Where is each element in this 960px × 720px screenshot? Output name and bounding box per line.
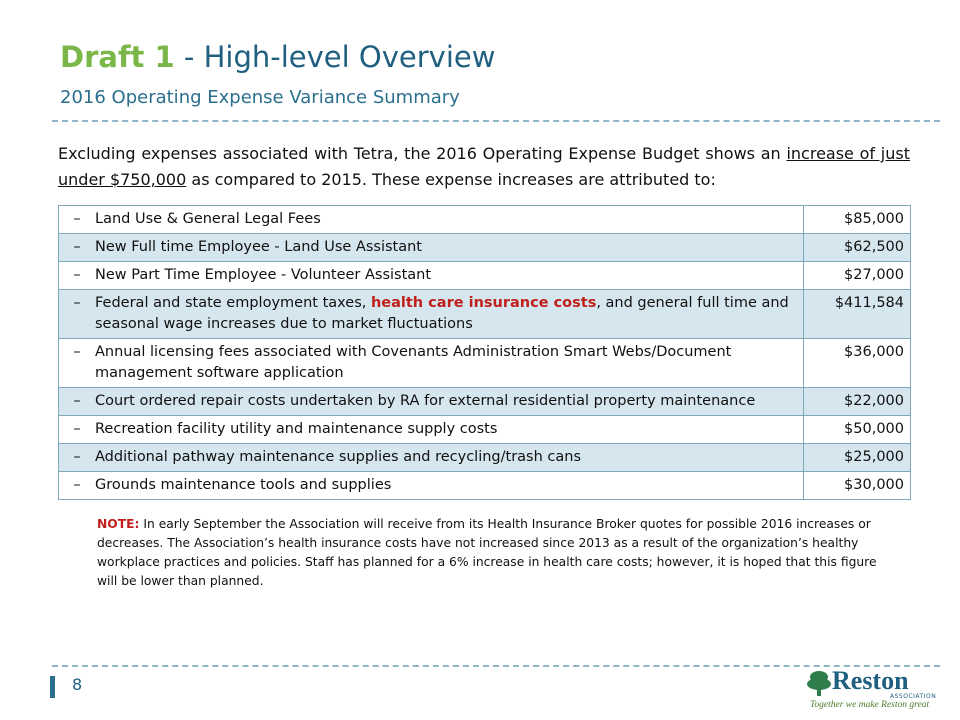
tree-icon: [804, 668, 834, 698]
row-text: Annual licensing fees associated with Covenants Administration Smart Webs/Document management software application: [95, 344, 732, 381]
row-amount: $36,000: [804, 339, 911, 388]
table-row: [59, 206, 911, 234]
row-dash: –: [59, 206, 90, 234]
row-dash: –: [59, 234, 90, 262]
row-amount: $85,000: [804, 206, 911, 234]
row-description: [89, 206, 804, 234]
note-paragraph: [97, 515, 877, 591]
intro-paragraph: [58, 141, 910, 193]
table-row: [59, 290, 911, 339]
row-dash: –: [59, 444, 90, 472]
row-description: [89, 262, 804, 290]
title-accent: Draft 1: [60, 40, 175, 74]
logo-sub: ASSOCIATION: [890, 693, 937, 700]
reston-logo: [804, 666, 937, 712]
table-row: [59, 472, 911, 500]
table-row: [59, 234, 911, 262]
row-amount: $25,000: [804, 444, 911, 472]
row-text-post: , and general full time and seasonal wage increases due to market fluctuations: [95, 295, 789, 332]
table-row: [59, 444, 911, 472]
row-amount: $50,000: [804, 416, 911, 444]
bottom-divider: [52, 665, 940, 667]
row-description: [89, 444, 804, 472]
row-dash: –: [59, 339, 90, 388]
row-description: [89, 290, 804, 339]
intro-underlined: increase of just under $750,000: [58, 144, 911, 189]
row-text: Court ordered repair costs undertaken by RA for external residential property maintenance: [95, 393, 756, 409]
note-label: NOTE:: [97, 517, 140, 531]
row-text: Additional pathway maintenance supplies and recycling/trash cans: [95, 449, 581, 465]
row-dash: –: [59, 388, 90, 416]
row-amount: $62,500: [804, 234, 911, 262]
logo-tagline: Together we make Reston great: [810, 700, 930, 710]
row-description: [89, 472, 804, 500]
table-row: [59, 262, 911, 290]
logo-name: Reston: [832, 666, 909, 695]
row-dash: –: [59, 262, 90, 290]
row-dash: –: [59, 472, 90, 500]
intro-text-2: as compared to 2015. These expense increases are attributed to:: [186, 170, 716, 189]
row-dash: –: [59, 416, 90, 444]
page-subtitle: 2016 Operating Expense Variance Summary: [60, 87, 460, 108]
row-description: [89, 234, 804, 262]
row-text: New Full time Employee - Land Use Assistant: [95, 239, 422, 255]
row-description: [89, 339, 804, 388]
row-text: New Part Time Employee - Volunteer Assistant: [95, 267, 432, 283]
table-row: [59, 388, 911, 416]
page-title: [60, 40, 495, 74]
table-row: [59, 339, 911, 388]
row-amount: $22,000: [804, 388, 911, 416]
row-text: Land Use & General Legal Fees: [95, 211, 321, 227]
row-amount: $30,000: [804, 472, 911, 500]
row-amount: $27,000: [804, 262, 911, 290]
row-amount: $411,584: [804, 290, 911, 339]
intro-text-1: Excluding expenses associated with Tetra, the 2016 Operating Expense Budget shows an: [58, 144, 787, 163]
page-number: 8: [72, 675, 83, 694]
table-row: [59, 416, 911, 444]
row-text: Grounds maintenance tools and supplies: [95, 477, 392, 493]
row-description: [89, 416, 804, 444]
top-divider: [52, 120, 940, 122]
title-rest: - High-level Overview: [174, 40, 496, 74]
expense-table: [58, 205, 911, 500]
row-highlight: health care insurance costs: [370, 295, 597, 311]
row-dash: –: [59, 290, 90, 339]
row-description: [89, 388, 804, 416]
note-text: In early September the Association will receive from its Health Insurance Broker quotes for possible 2016 increases or decreases. The Association’s health insurance costs have not increased since 2013 as a result of the organization’s healthy workplace practices and policies. Staff has planned for a 6% increase in health care costs; however, it is hoped that this figure will be lower than planned.: [97, 517, 877, 588]
row-text: Federal and state employment taxes,: [95, 295, 371, 311]
page-marker: [50, 676, 55, 698]
row-text: Recreation facility utility and maintenance supply costs: [95, 421, 498, 437]
